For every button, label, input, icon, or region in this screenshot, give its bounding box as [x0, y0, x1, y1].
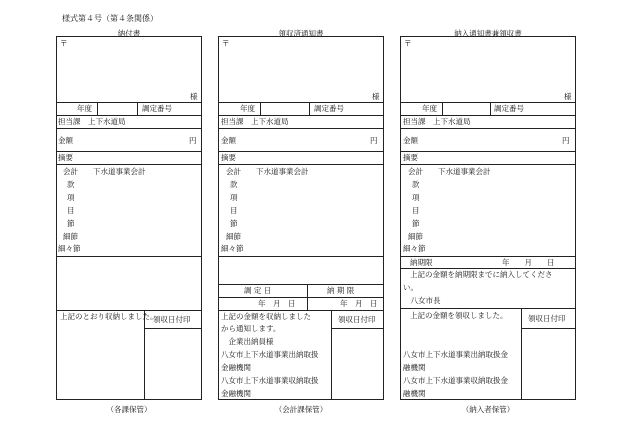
stamp-label: 領収日付印 [338, 315, 376, 324]
nouki-label: 納期限 [410, 258, 433, 267]
postal-mark: 〒 [60, 39, 68, 48]
tekiyo-label: 摘要 [58, 153, 73, 162]
account-line: 細節 [226, 232, 241, 241]
account-line: 細節 [408, 232, 423, 241]
nouki-date: 年 月 日 [340, 299, 378, 308]
kingaku-label: 金額 [58, 136, 73, 145]
nendo-label: 年度 [422, 104, 437, 113]
account-line: 款 [230, 180, 238, 189]
receipt-line: 上記の金額を収納しました [221, 312, 311, 321]
en-label: 円 [370, 136, 378, 145]
kingaku-label: 金額 [403, 136, 418, 145]
tanto-label: 担当課 上下水道局 [403, 117, 471, 126]
en-label: 円 [189, 136, 197, 145]
nouki-label: 納 期 限 [327, 286, 355, 295]
nendo-label: 年度 [77, 104, 92, 113]
form-frame [400, 36, 576, 400]
notice-line: 八女市長 [403, 296, 441, 305]
receipt-line: 八女市上下水道事業出納取扱金 [403, 350, 508, 359]
account-line: 細々節 [221, 244, 244, 253]
en-label: 円 [562, 136, 570, 145]
kingaku-label: 金額 [221, 136, 236, 145]
receipt-line: 八女市上下水道事業収納取扱金 [403, 376, 508, 385]
account-line: 款 [412, 180, 420, 189]
chotei-number-label: 調定番号 [142, 104, 172, 113]
account-line: 節 [230, 219, 238, 228]
tekiyo-label: 摘要 [221, 153, 236, 162]
postal-mark: 〒 [222, 39, 230, 48]
form-number: 様式第４号（第４条関係） [62, 14, 158, 23]
account-line: 項 [67, 193, 75, 202]
receipt-line: 上記の金額を領収しました。 [410, 311, 508, 320]
account-line: 目 [67, 206, 75, 215]
stamp-label: 領収日付印 [153, 315, 191, 324]
account-line: 節 [67, 219, 75, 228]
account-line: 会計 下水道事業会計 [63, 167, 146, 176]
chotei-number-label: 調定番号 [314, 104, 344, 113]
stamp-label: 領収日付印 [528, 314, 566, 323]
receipt-line: 企業出納員様 [221, 337, 274, 346]
tanto-label: 担当課 上下水道局 [221, 117, 289, 126]
account-line: 会計 下水道事業会計 [226, 167, 309, 176]
chotei-date: 年 月 日 [258, 299, 296, 308]
receipt-line: 融機関 [403, 363, 426, 372]
chotei-number-label: 調定番号 [494, 104, 524, 113]
receipt-line: 八女市上下水道事業収納取扱 [221, 376, 319, 385]
form-caption: 納入通知書兼領収書 [454, 29, 522, 38]
form-frame [56, 36, 202, 400]
receipt-line: から通知します。 [221, 324, 281, 333]
notice-line: い。 [403, 283, 418, 292]
form-caption: 納付書 [117, 29, 141, 38]
sama-label: 様 [190, 92, 198, 101]
account-line: 細々節 [403, 244, 426, 253]
receipt-line: 金融機関 [221, 363, 251, 372]
form-caption: 領収済通知書 [278, 29, 324, 38]
postal-mark: 〒 [404, 39, 412, 48]
account-line: 細々節 [58, 244, 81, 253]
form-footer: （各課保管） [106, 405, 152, 414]
account-line: 会計 下水道事業会計 [408, 167, 491, 176]
account-line: 項 [230, 193, 238, 202]
receipt-line: 融機関 [403, 389, 426, 398]
account-line: 款 [67, 180, 75, 189]
receipt-line: 金融機関 [221, 389, 251, 398]
form-footer: （納入者保管） [461, 405, 515, 414]
receipt-line: 八女市上下水道事業出納取扱 [221, 350, 319, 359]
form-footer: （会計課保管） [274, 405, 328, 414]
tekiyo-label: 摘要 [403, 153, 418, 162]
account-line: 目 [412, 206, 420, 215]
account-line: 細節 [63, 232, 78, 241]
sama-label: 様 [372, 92, 380, 101]
account-line: 項 [412, 193, 420, 202]
chotei-date-label: 調 定 日 [244, 286, 272, 295]
account-line: 目 [230, 206, 238, 215]
nouki-date: 年 月 日 [502, 258, 555, 267]
nendo-label: 年度 [240, 104, 255, 113]
tanto-label: 担当課 上下水道局 [58, 117, 126, 126]
account-line: 節 [412, 219, 420, 228]
sama-label: 様 [564, 92, 572, 101]
notice-line: 上記の金額を納期限までに納入してくださ [410, 270, 553, 279]
receipt-text: 上記のとおり収納しました。 [60, 312, 158, 321]
